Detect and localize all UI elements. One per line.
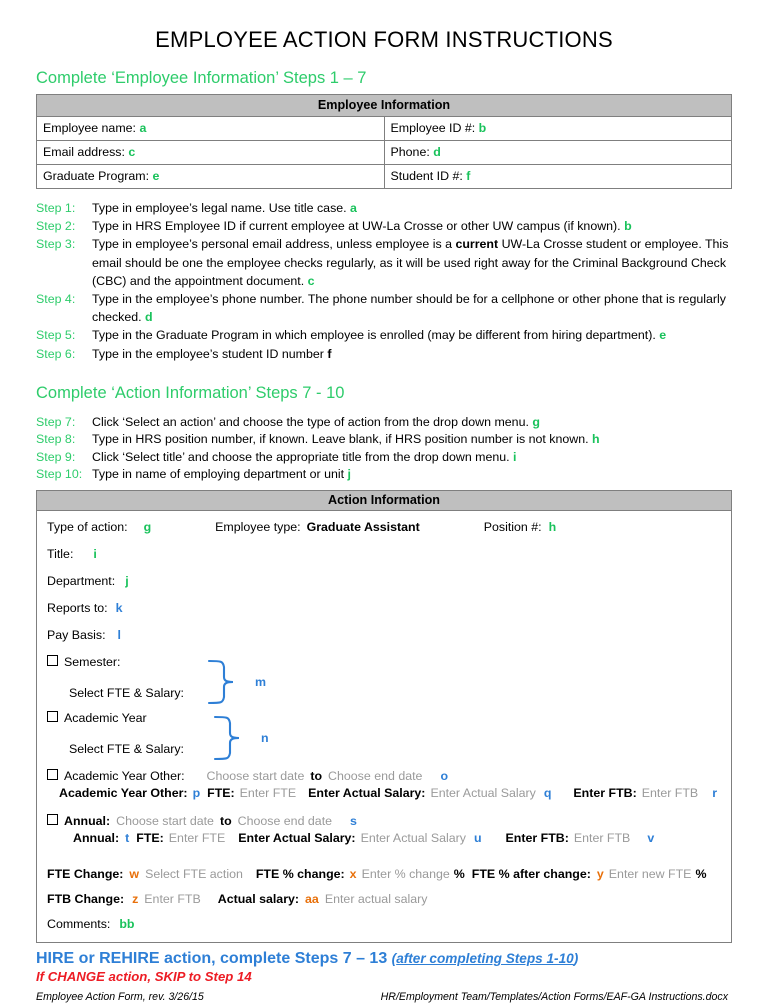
annual-actual-salary-field[interactable]: Enter Actual Salary: [360, 830, 466, 845]
ayo-end-date-field[interactable]: Choose end date: [328, 768, 423, 783]
fte-percent-change-label: FTE % change:: [255, 866, 345, 881]
step-10-text: Type in name of employing department or unit j: [92, 467, 351, 482]
email-address-value[interactable]: c: [128, 145, 136, 160]
fte-percent-change-suffix: %: [453, 866, 465, 881]
step-4-text: Type in the employee’s phone number. The phone number should be for a cellphone or other phone that is regularly checked. d: [92, 291, 726, 325]
type-of-action-label: Type of action:: [47, 519, 128, 534]
type-of-action-row: [47, 520, 721, 534]
ayo-letter-p: p: [192, 785, 201, 800]
pay-basis-label: Pay Basis:: [47, 627, 106, 642]
position-number-value[interactable]: h: [548, 519, 557, 534]
ayo-start-date-field[interactable]: Choose start date: [206, 768, 305, 783]
academic-year-other-label: Academic Year Other:: [64, 768, 185, 783]
action-information-body: [37, 511, 731, 942]
department-value[interactable]: j: [125, 573, 129, 588]
annual-letter-t: t: [125, 830, 130, 845]
ayo-fte-label: FTE:: [207, 785, 235, 800]
title-row: [47, 547, 721, 561]
annual-fte-field[interactable]: Enter FTE: [168, 830, 226, 845]
reports-to-label: Reports to:: [47, 600, 108, 615]
comments-row: [47, 917, 721, 931]
semester-brace-letter: m: [255, 674, 267, 689]
semester-row: [47, 655, 721, 669]
employee-name-label: Employee name:: [43, 121, 136, 136]
semester-label: Semester:: [64, 654, 121, 669]
step-6-label: Step 6:: [36, 346, 76, 361]
step-row-3: [36, 235, 732, 290]
step-3-label: Step 3:: [36, 237, 76, 252]
step-row-1: [36, 199, 732, 217]
graduate-program-value[interactable]: e: [152, 169, 160, 184]
academic-year-checkbox[interactable]: [47, 711, 58, 722]
ftb-change-letter-z: z: [132, 891, 139, 906]
annual-letter-v: v: [647, 830, 655, 845]
fte-percent-change-field[interactable]: Enter % change: [361, 866, 450, 881]
pay-basis-value[interactable]: l: [117, 627, 121, 642]
ayo-fte-field[interactable]: Enter FTE: [239, 785, 297, 800]
phone-value[interactable]: d: [433, 145, 441, 160]
footer-left-text: Employee Action Form, rev. 3/26/15: [36, 990, 204, 1003]
annual-letter-u: u: [473, 830, 482, 845]
step-8-text: Type in HRS position number, if known. Leave blank, if HRS position number is not known. h: [92, 432, 600, 447]
ayo-letter-r: r: [712, 785, 718, 800]
phone-cell: [384, 140, 732, 164]
title-label: Title:: [47, 546, 74, 561]
employee-information-heading: Complete ‘Employee Information’ Steps 1 – 7: [36, 69, 367, 88]
step-row-2: [36, 217, 732, 235]
department-label: Department:: [47, 573, 116, 588]
title-value[interactable]: i: [93, 546, 97, 561]
hire-paren-close: ): [573, 950, 579, 966]
annual-ftb-label: Enter FTB:: [505, 830, 569, 845]
annual-to-label: to: [219, 813, 232, 828]
step-1-label: Step 1:: [36, 200, 76, 215]
footer-right-text: HR/Employment Team/Templates/Action Forms/EAF-GA Instructions.docx: [380, 990, 728, 1003]
academic-year-fte-salary-label[interactable]: Select FTE & Salary:: [69, 741, 184, 756]
employee-id-label: Employee ID #:: [390, 121, 476, 136]
fte-after-change-suffix: %: [695, 866, 707, 881]
actual-salary-field[interactable]: Enter actual salary: [324, 891, 428, 906]
step-row-5: [36, 326, 732, 344]
step-row-7: [36, 414, 732, 432]
hire-rehire-callout: [36, 950, 732, 968]
annual-actual-salary-label: Enter Actual Salary:: [238, 830, 356, 845]
step-8-label: Step 8:: [36, 432, 76, 447]
employee-information-table: [36, 94, 732, 189]
employee-type-value: Graduate Assistant: [306, 519, 420, 534]
annual-checkbox[interactable]: [47, 814, 58, 825]
ftb-change-label: FTB Change:: [47, 891, 125, 906]
table-row: [37, 140, 732, 164]
annual-row: [47, 814, 721, 828]
email-address-cell: [37, 140, 385, 164]
step-7-label: Step 7:: [36, 414, 76, 429]
academic-year-brace-letter: n: [261, 730, 269, 745]
academic-year-brace-icon: [213, 713, 259, 763]
department-row: [47, 574, 721, 588]
annual-letter-s: s: [350, 813, 357, 828]
phone-label: Phone:: [390, 145, 430, 160]
semester-group: [47, 655, 721, 707]
fte-change-select-field[interactable]: Select FTE action: [145, 866, 243, 881]
employee-id-cell: [384, 116, 732, 140]
employee-steps-list: [36, 199, 732, 363]
ayo-to-label: to: [310, 768, 323, 783]
annual-label: Annual:: [64, 813, 111, 828]
action-steps-list: [36, 414, 732, 484]
step-1-text: Type in employee’s legal name. Use title case. a: [92, 200, 357, 215]
annual-ftb-field[interactable]: Enter FTB: [573, 830, 631, 845]
step-2-text: Type in HRS Employee ID if current employee at UW-La Crosse or other UW campus (if known). b: [92, 219, 632, 234]
ayo-letter-q: q: [543, 785, 552, 800]
semester-fte-salary-label[interactable]: Select FTE & Salary:: [69, 685, 184, 700]
page-footer: [36, 991, 732, 1003]
action-information-box-title: Action Information: [37, 491, 731, 511]
step-4-label: Step 4:: [36, 291, 76, 306]
fte-after-change-field[interactable]: Enter new FTE: [608, 866, 692, 881]
academic-year-other-detail-row: [47, 786, 721, 800]
student-id-cell: [384, 164, 732, 188]
fte-after-change-label: FTE % after change:: [471, 866, 591, 881]
ftb-change-row: [47, 892, 721, 906]
annual-detail-row: [47, 831, 721, 845]
email-address-label: Email address:: [43, 145, 125, 160]
step-row-4: [36, 290, 732, 326]
table-row: [37, 164, 732, 188]
table-row: [37, 116, 732, 140]
step-row-10: [36, 466, 732, 484]
annual-label-2: Annual:: [73, 830, 120, 845]
step-10-label: Step 10:: [36, 467, 83, 482]
ayo-ftb-label: Enter FTB:: [573, 785, 637, 800]
reports-to-value[interactable]: k: [115, 600, 123, 615]
semester-checkbox[interactable]: [47, 655, 58, 666]
step-7-text: Click ‘Select an action’ and choose the type of action from the drop down menu. g: [92, 414, 540, 429]
step-3-text: Type in employee’s personal email address, unless employee is a current UW-La Crosse student or employee. This email should be one the employee checks regularly, as it will be used right away for the Criminal Background Check (CBC) and the appointment document. c: [92, 237, 729, 288]
academic-year-group: [47, 711, 721, 763]
step-9-text: Click ‘Select title’ and choose the appropriate title from the drop down menu. i: [92, 449, 517, 464]
step-row-9: [36, 449, 732, 467]
academic-year-fte-row: [47, 742, 721, 756]
comments-label: Comments:: [47, 916, 111, 931]
spacer-1: [47, 800, 721, 814]
comments-letter-bb[interactable]: bb: [119, 916, 135, 931]
step-6-text: Type in the employee’s student ID number f: [92, 346, 332, 361]
annual-start-date-field[interactable]: Choose start date: [116, 813, 214, 828]
page-title: EMPLOYEE ACTION FORM INSTRUCTIONS: [155, 27, 613, 52]
table-header-row: [37, 94, 732, 116]
step-5-label: Step 5:: [36, 328, 76, 343]
employee-information-table-title: Employee Information: [37, 94, 732, 116]
academic-year-row: [47, 711, 721, 725]
position-number-label: Position #:: [483, 519, 542, 534]
employee-id-value[interactable]: b: [478, 121, 487, 136]
ftb-change-field[interactable]: Enter FTB: [144, 891, 201, 906]
action-information-box: [36, 490, 732, 943]
employee-name-cell: [37, 116, 385, 140]
ayo-actual-salary-field[interactable]: Enter Actual Salary: [430, 785, 536, 800]
step-row-8: [36, 431, 732, 449]
fte-change-label: FTE Change:: [47, 866, 124, 881]
change-action-callout: If CHANGE action, SKIP to Step 14: [36, 968, 252, 984]
ayo-letter-o: o: [440, 768, 449, 783]
fte-percent-change-letter-x: x: [349, 866, 357, 881]
type-of-action-value[interactable]: g: [143, 519, 152, 534]
spacer-2: [47, 845, 721, 867]
employee-name-value[interactable]: a: [139, 121, 147, 136]
reports-to-row: [47, 601, 721, 615]
student-id-label: Student ID #:: [390, 169, 463, 184]
academic-year-other-checkbox[interactable]: [47, 769, 58, 780]
pay-basis-row: [47, 628, 721, 642]
semester-fte-row: [47, 686, 721, 700]
hire-paren-underlined: after completing Steps 1-10: [396, 950, 574, 966]
student-id-value[interactable]: f: [466, 169, 471, 184]
academic-year-other-row: [47, 769, 721, 783]
ayo-actual-salary-label: Enter Actual Salary:: [308, 785, 426, 800]
hire-paren-open: (: [391, 950, 397, 966]
step-2-label: Step 2:: [36, 219, 76, 234]
annual-end-date-field[interactable]: Choose end date: [237, 813, 333, 828]
actual-salary-letter-aa: aa: [305, 891, 319, 906]
action-information-heading: Complete ‘Action Information’ Steps 7 - 10: [36, 383, 345, 402]
fte-change-row: [47, 867, 721, 881]
hire-rehire-main: HIRE or REHIRE action, complete Steps 7 – 13: [36, 949, 392, 967]
semester-brace-icon: [207, 657, 253, 707]
annual-fte-label: FTE:: [136, 830, 164, 845]
actual-salary-label: Actual salary:: [217, 891, 300, 906]
fte-after-change-letter-y: y: [596, 866, 604, 881]
graduate-program-cell: [37, 164, 385, 188]
step-5-text: Type in the Graduate Program in which employee is enrolled (may be different from hiring department). e: [92, 328, 667, 343]
graduate-program-label: Graduate Program:: [43, 169, 150, 184]
academic-year-label: Academic Year: [64, 710, 147, 725]
ayo-ftb-field[interactable]: Enter FTB: [641, 785, 699, 800]
step-9-label: Step 9:: [36, 449, 76, 464]
step-row-6: [36, 345, 732, 363]
ayo-label-2: Academic Year Other:: [59, 785, 188, 800]
employee-type-label: Employee type:: [215, 519, 301, 534]
fte-change-letter-w: w: [129, 866, 140, 881]
